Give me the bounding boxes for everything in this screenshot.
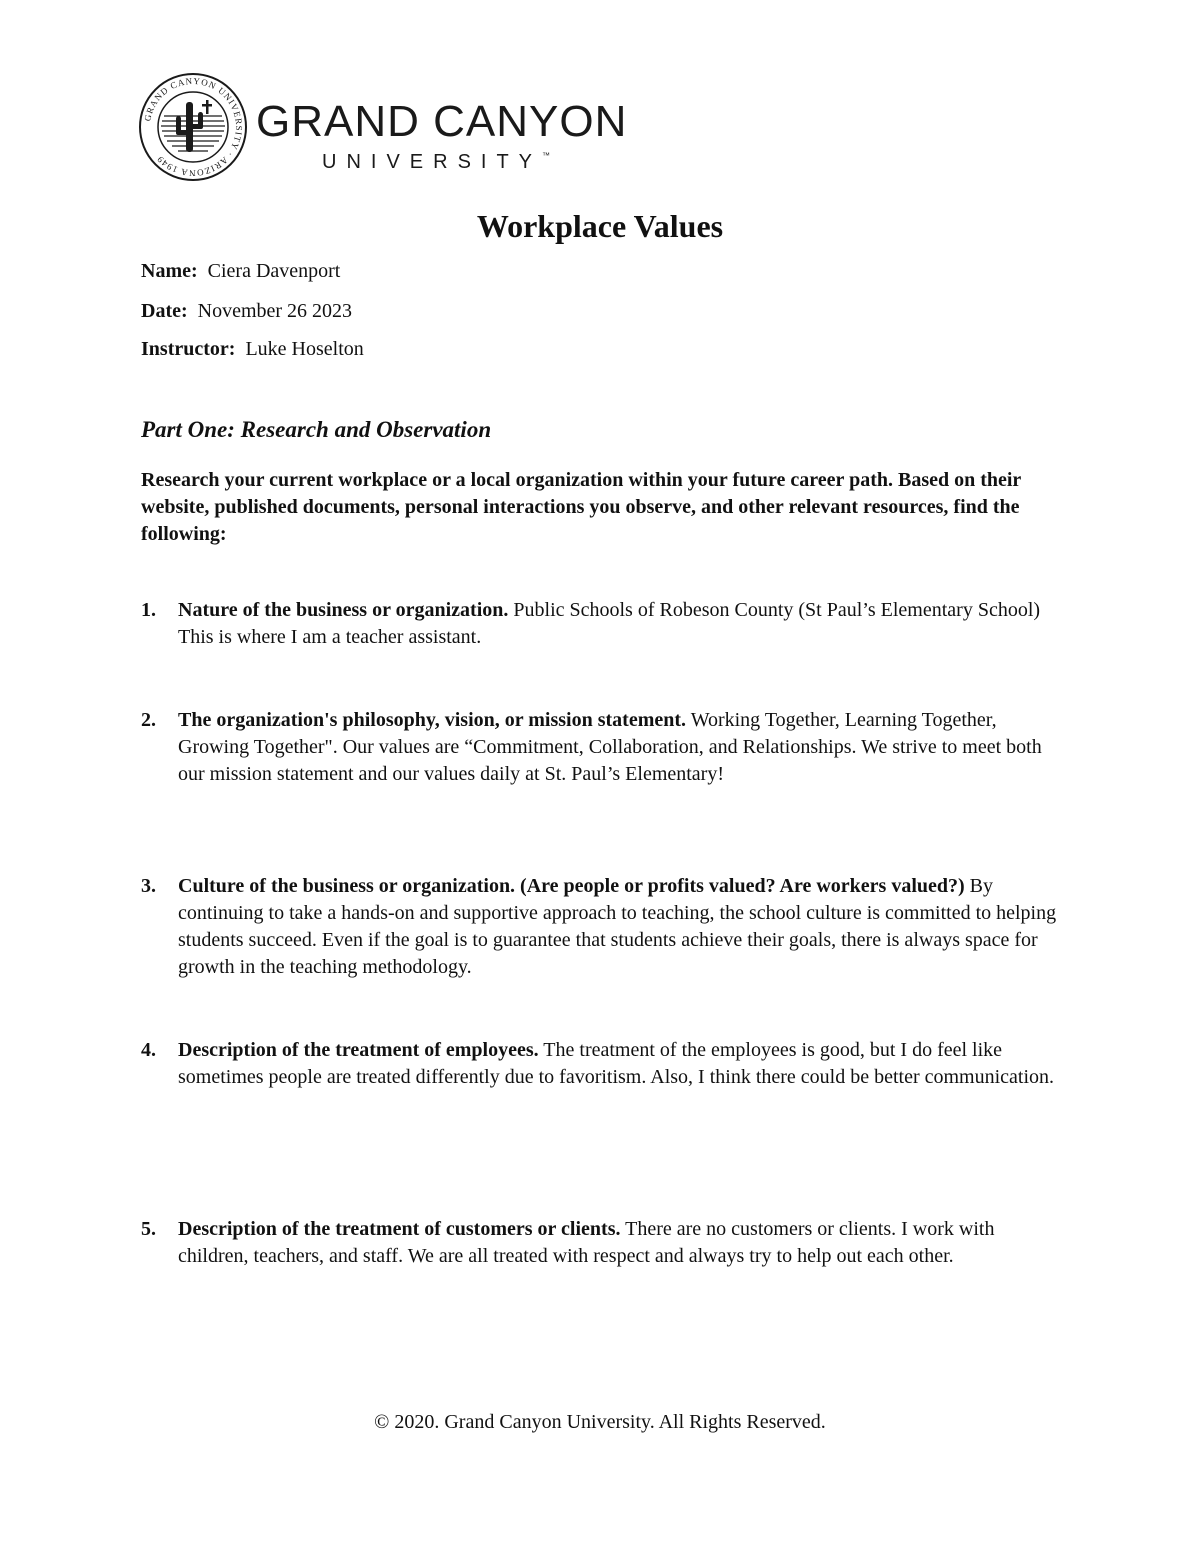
item-number: 1.	[141, 599, 156, 621]
university-logo	[138, 72, 628, 180]
item-question: Nature of the business or organization.	[178, 599, 509, 621]
trademark-symbol: ™	[542, 151, 551, 160]
instructions-paragraph: Research your current workplace or a local organization within your future career path. Based on their website, published documents, personal interactions you observe, and other relevant resources, find the following:	[141, 469, 1021, 545]
item-body	[178, 597, 1066, 651]
name-row	[141, 258, 340, 284]
instructor-label: Instructor:	[141, 338, 236, 360]
item-body	[178, 873, 1066, 981]
item-number: 2.	[141, 709, 156, 731]
item-number: 4.	[141, 1039, 156, 1061]
logo-wordmark-university	[322, 152, 550, 172]
item-question: Description of the treatment of employees.	[178, 1039, 539, 1061]
name-label: Name:	[141, 260, 198, 282]
item-answer: By continuing to take a hands-on and supportive approach to teaching, the school culture is committed to helping students succeed. Even if the goal is to guarantee that students achieve their goals, there is always space for growth in the teaching methodology.	[178, 875, 1057, 978]
item-answer: The treatment of the employees is good, but I do feel like sometimes people are treated differently due to favoritism. Also, I think there could be better communication.	[178, 1039, 1055, 1088]
logo-wordmark-name: GRAND CANYON	[256, 97, 628, 146]
copyright-footer: © 2020. Grand Canyon University. All Rights Reserved.	[374, 1411, 826, 1433]
item-number: 5.	[141, 1218, 156, 1240]
item-question: Culture of the business or organization. (Are people or profits valued? Are workers valued?)	[178, 875, 965, 897]
question-item-1	[141, 597, 1066, 651]
date-value: November 26 2023	[197, 300, 353, 322]
svg-text:GRAND CANYON UNIVERSITY · ARIZ: GRAND CANYON UNIVERSITY · ARIZONA 1949	[142, 75, 245, 179]
item-question: Description of the treatment of customers or clients.	[178, 1218, 621, 1240]
page-title: Workplace Values	[476, 208, 724, 244]
item-answer: Working Together, Learning Together, Growing Together". Our values are “Commitment, Collaboration, and Relationships. We strive to meet both our mission statement and our values daily at St. Paul’s Elementary!	[178, 709, 1042, 785]
instructor-row	[141, 336, 364, 362]
item-body	[178, 1216, 1066, 1270]
question-item-2	[141, 707, 1066, 788]
name-value: Ciera Davenport	[207, 260, 341, 282]
date-label: Date:	[141, 300, 188, 322]
item-answer: Public Schools of Robeson County (St Paul’s Elementary School) This is where I am a teacher assistant.	[178, 599, 1041, 648]
part-heading: Part One: Research and Observation	[141, 417, 492, 442]
question-item-4	[141, 1037, 1066, 1091]
question-item-5	[141, 1216, 1066, 1270]
item-number: 3.	[141, 875, 156, 897]
item-body	[178, 1037, 1066, 1091]
logo-wordmark-university-text: UNIVERSITY	[322, 151, 543, 173]
item-question: The organization's philosophy, vision, or mission statement.	[178, 709, 687, 731]
date-row	[141, 298, 352, 324]
item-body	[178, 707, 1066, 788]
instructor-value: Luke Hoselton	[245, 338, 364, 360]
item-answer: There are no customers or clients. I work with children, teachers, and staff. We are all treated with respect and always try to help out each other.	[178, 1218, 995, 1267]
university-seal-icon	[138, 72, 248, 182]
question-item-3	[141, 873, 1066, 981]
